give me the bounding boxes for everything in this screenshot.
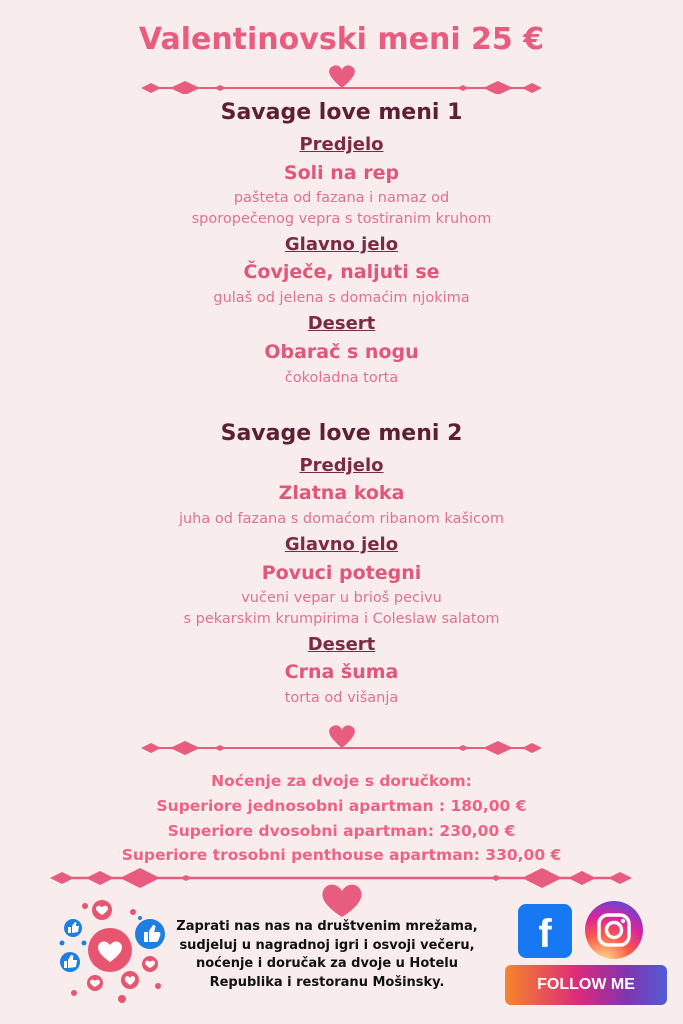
menu-title: Valentinovski meni 25 €: [138, 22, 545, 57]
accommodation-line-3: Superiore trosobni penthouse apartman: 330,00 €: [121, 846, 562, 864]
accommodation-line-2: Superiore dvosobni apartman: 230,00 €: [167, 822, 516, 840]
menu2-title: Savage love meni 2: [220, 421, 463, 446]
accommodation-heading: Noćenje za dvoje s doručkom:: [211, 772, 472, 790]
heart-divider-top: [0, 64, 683, 94]
menu2-dessert-desc: torta od višanja: [284, 690, 399, 706]
instagram-icon[interactable]: [585, 901, 643, 959]
menu1-dessert-desc: čokoladna torta: [284, 370, 399, 386]
social-invitation-text: Zaprati nas nas na društvenim mrežama, sudjeluj u nagradnoj igri i osvoji večeru, noćenje i doručak za dvoje u Hotelu Republika i restoranu Mošinsky.: [176, 919, 478, 990]
menu1-main-name: Čovječe, naljuti se: [243, 261, 440, 283]
menu1-starter-desc-1: pašteta od fazana i namaz od: [233, 190, 450, 206]
menu1-main-desc: gulaš od jelena s domaćim njokima: [213, 290, 470, 306]
menu2-main-desc-1: vučeni vepar u brioš pecivu: [241, 590, 442, 606]
social-reactions-icon: [58, 898, 168, 1008]
menu2-starter-desc: juha od fazana s domaćom ribanom kašicom: [178, 511, 505, 527]
menu1-dessert-label: Desert: [307, 313, 376, 334]
menu2-starter-label: Predjelo: [299, 455, 384, 476]
follow-me-button[interactable]: FOLLOW ME: [505, 965, 667, 1005]
menu1-starter-label: Predjelo: [299, 134, 384, 155]
menu2-dessert-label: Desert: [307, 634, 376, 655]
menu1-starter-name: Soli na rep: [283, 162, 400, 184]
heart-icon: [322, 885, 361, 917]
heart-icon: [329, 725, 355, 748]
facebook-icon[interactable]: f: [518, 904, 572, 958]
menu1-main-label: Glavno jelo: [284, 234, 399, 255]
accommodation-line-1: Superiore jednosobni apartman : 180,00 €: [156, 797, 527, 815]
heart-divider-middle: [0, 722, 683, 756]
menu1-title: Savage love meni 1: [220, 100, 463, 125]
menu2-dessert-name: Crna šuma: [284, 661, 399, 683]
menu1-dessert-name: Obarač s nogu: [264, 341, 419, 363]
menu2-main-desc-2: s pekarskim krumpirima i Coleslaw salatom: [183, 611, 500, 627]
menu2-starter-name: Zlatna koka: [278, 482, 405, 504]
heart-icon: [329, 65, 355, 88]
menu2-main-label: Glavno jelo: [284, 534, 399, 555]
menu1-starter-desc-2: sporopečenog vepra s tostiranim kruhom: [191, 211, 492, 227]
menu2-main-name: Povuci potegni: [261, 562, 422, 584]
